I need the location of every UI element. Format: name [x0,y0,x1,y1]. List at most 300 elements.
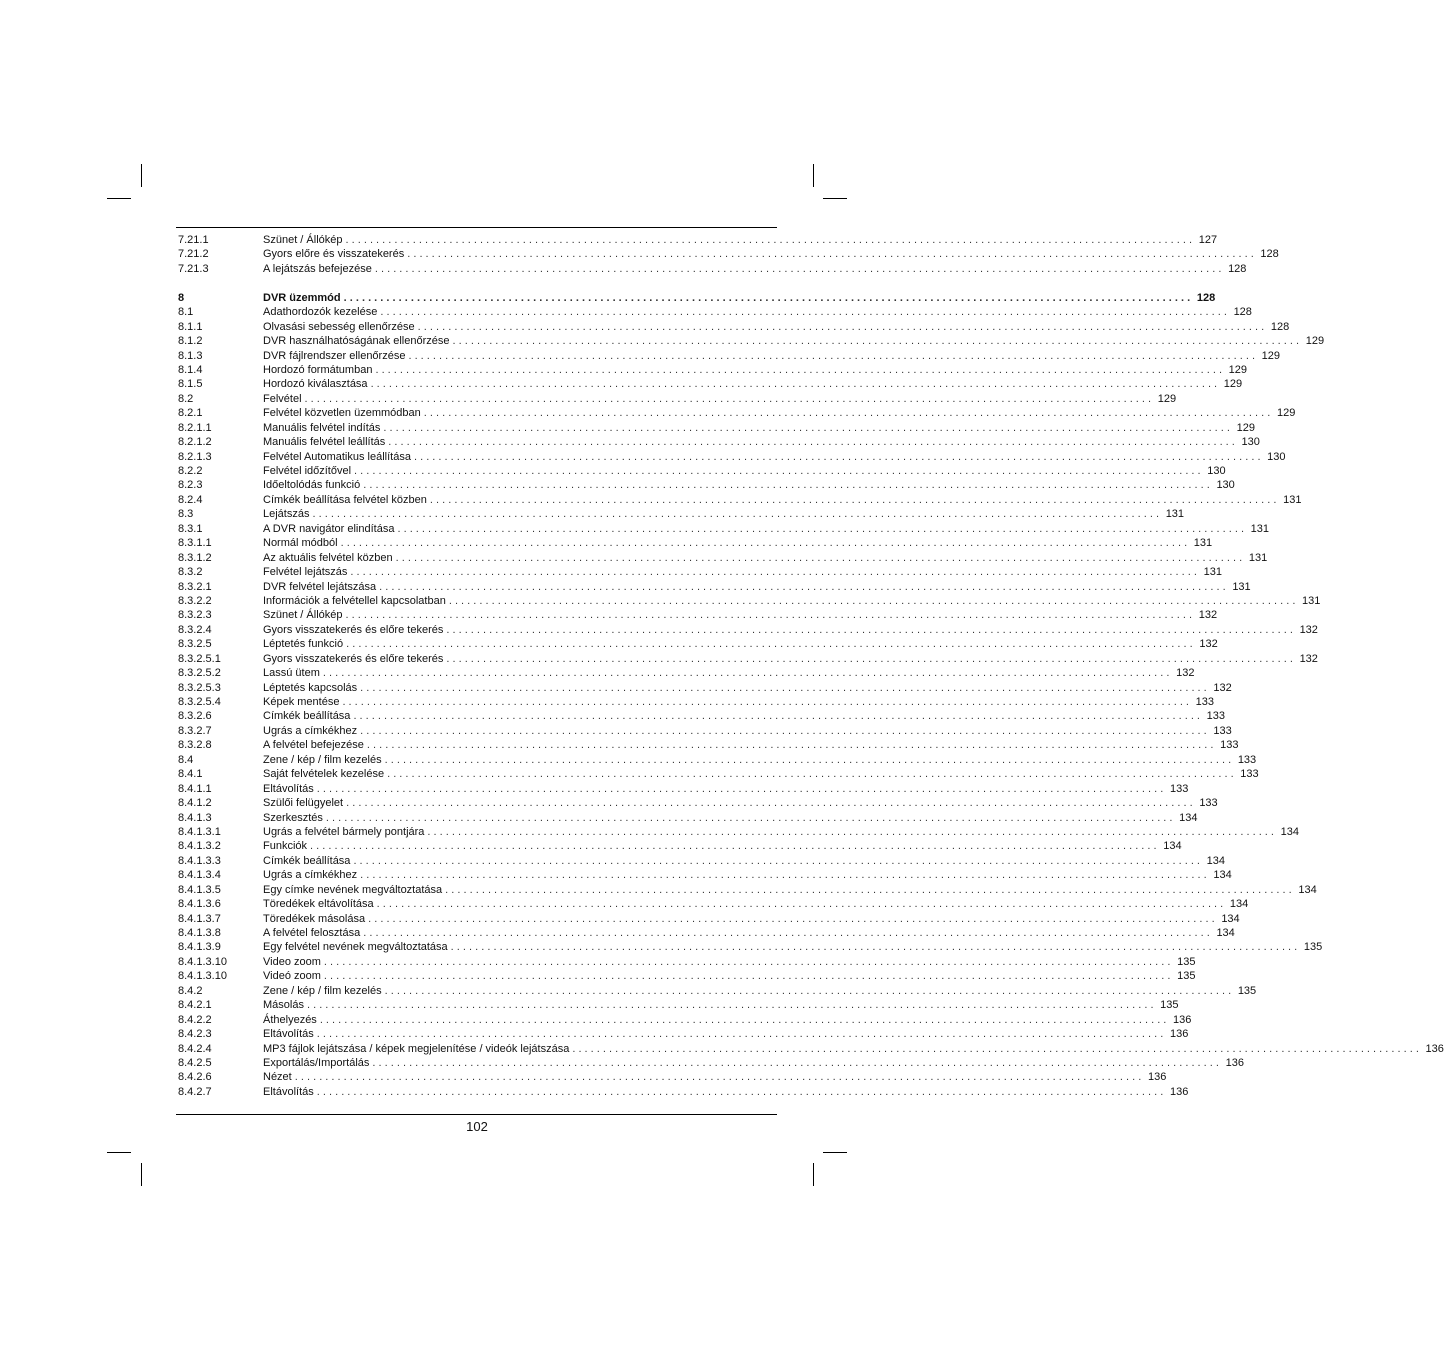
page-number: 102 [466,1119,488,1134]
toc-section-number: 8.2.1.1 [178,421,212,434]
crop-mark-bottom-right-vertical [813,1163,814,1186]
toc-entry[interactable] [178,637,1218,651]
toc-section-title: A lejátszás befejezése [263,262,372,275]
toc-page-number: 131 [1165,508,1185,521]
toc-section-number: 8.3.2.7 [178,724,212,737]
toc-page-number: 133 [1206,710,1225,723]
toc-section-title: DVR üzemmód [263,291,341,304]
toc-leader-dots [324,969,1171,983]
toc-section-title: Felvétel időzítővel [263,465,352,477]
toc-entry[interactable] [178,652,1318,666]
toc-entry[interactable] [178,926,1235,940]
toc-entry[interactable] [178,305,1252,319]
header-rule [176,227,777,228]
toc-section-title: Gyors visszatekerés és előre tekerés [263,652,444,665]
toc-leader-dots [572,1042,1419,1056]
toc-leader-dots [360,868,1207,882]
toc-page-number: 132 [1199,638,1218,651]
toc-entry[interactable] [178,421,1255,435]
toc-section-title: Adathordozók kezelése [263,306,378,319]
toc-page-number: 134 [1179,811,1198,824]
toc-page-number: 130 [1241,436,1260,449]
toc-section-number: 8.2.1 [178,407,203,420]
crop-mark-bottom-left-vertical [141,1163,142,1186]
toc-page-number: 131 [1250,522,1270,535]
toc-section-title: DVR felvétel lejátszása [263,580,377,593]
toc-section-title: Szerkesztés [263,811,323,824]
toc-entry[interactable] [178,522,1270,536]
toc-section-number: 7.21.2 [178,248,209,261]
toc-entry[interactable] [178,897,1249,911]
toc-page-number: 131 [1232,580,1251,593]
toc-section-number: 8.4.1.3.5 [178,883,221,896]
toc-section-number: 8.4.2.5 [178,1056,212,1069]
toc-entry[interactable] [178,435,1260,449]
toc-page-number: 133 [1240,768,1259,781]
toc-page-number: 131 [1203,566,1222,579]
toc-leader-dots [305,392,1152,406]
toc-page-number: 130 [1216,479,1235,492]
toc-entry[interactable] [178,738,1239,752]
toc-page-number: 129 [1228,363,1248,376]
toc-leader-dots [383,421,1230,435]
toc-section-title: Töredékek eltávolítása [263,898,374,911]
toc-section-title: Lejátszás [263,508,310,521]
toc-page-number: 134 [1229,898,1249,911]
toc-section-title: Léptetés kapcsolás [263,681,358,694]
toc-section-title: Címkék beállítása felvétel közben [263,493,427,506]
toc-entry[interactable] [178,1013,1192,1027]
toc-section-number: 8.1 [178,306,194,319]
toc-section-number: 8.4.1.3.1 [178,825,221,838]
toc-entry[interactable] [178,1042,1444,1056]
toc-leader-dots [350,565,1197,579]
crop-mark-top-left-vertical [141,164,142,187]
toc-section-title: Zene / kép / film kezelés [263,753,382,766]
toc-entry[interactable] [178,1027,1189,1041]
toc-section-title: Hordozó kiválasztása [263,378,368,391]
toc-leader-dots [360,681,1207,695]
toc-page-number: 128 [1233,306,1252,319]
toc-entry[interactable] [178,493,1302,507]
toc-page-number: 131 [1248,551,1268,564]
toc-section-number: 8.4.1.3.9 [178,941,221,954]
toc-section-title: A DVR navigátor elindítása [263,522,395,535]
table-of-contents [178,233,1444,1099]
toc-page-number: 136 [1147,1071,1167,1084]
toc-leader-dots [418,320,1265,334]
toc-section-title: Eltávolítás [263,1085,314,1098]
toc-entry[interactable] [178,580,1251,594]
toc-page-number: 133 [1220,739,1239,752]
toc-section-title: DVR használhatóságának ellenőrzése [263,335,450,348]
toc-page-number: 129 [1157,392,1177,405]
toc-section-number: 8.4 [178,753,194,766]
toc-section-number: 8.1.1 [178,320,203,333]
toc-section-title: Hordozó formátumban [263,363,373,376]
toc-section-number: 8.3.2.5.1 [178,652,221,665]
toc-section-number: 8.4.1.3.10 [178,970,227,983]
toc-page-number: 130 [1207,465,1226,477]
toc-leader-dots [446,652,1293,666]
toc-page-number: 129 [1261,349,1281,362]
toc-leader-dots [407,247,1254,261]
toc-page-number: 135 [1160,999,1179,1012]
toc-section-number: 8.4.2.7 [178,1085,212,1098]
toc-page-number: 129 [1236,421,1255,434]
toc-section-title: A felvétel befejezése [263,739,364,752]
toc-entry[interactable] [178,753,1257,767]
toc-leader-dots [385,984,1232,998]
toc-entry[interactable] [178,406,1296,420]
toc-page-number: 136 [1425,1042,1444,1055]
toc-leader-dots [379,580,1226,594]
toc-page-number: 127 [1198,234,1218,246]
toc-section-title: Az aktuális felvétel közben [263,551,393,564]
toc-leader-dots [320,1013,1167,1027]
toc-leader-dots [317,1085,1164,1099]
toc-section-title: Lassú ütem [263,667,320,680]
toc-entry[interactable] [178,1085,1189,1099]
toc-entry[interactable] [178,709,1225,723]
toc-section-title: Címkék beállítása [263,710,351,723]
toc-section-number: 8.3.1 [178,522,203,535]
toc-leader-dots [317,1027,1164,1041]
toc-section-number: 8.3.2.3 [178,609,212,622]
toc-section-number: 8.4.1.3.2 [178,840,221,853]
toc-page-number: 134 [1216,927,1235,939]
toc-entry[interactable] [178,782,1189,796]
toc-section-title: Eltávolítás [263,782,314,795]
toc-page-number: 136 [1225,1056,1244,1069]
toc-section-number: 8.4.1.3.6 [178,898,221,911]
toc-page-number: 134 [1206,854,1225,867]
toc-entry[interactable] [178,883,1317,897]
toc-leader-dots [372,1056,1219,1070]
toc-entry[interactable] [178,623,1318,637]
toc-entry[interactable] [178,450,1286,464]
toc-page-number: 129 [1305,335,1325,348]
toc-leader-dots [449,594,1296,608]
toc-section-title: Szünet / Állókép [263,609,343,622]
toc-section-title: Felvétel közvetlen üzemmódban [263,407,421,420]
toc-section-number: 7.21.3 [178,262,209,275]
toc-entry[interactable] [178,796,1218,810]
toc-section-title: Olvasási sebesség ellenőrzése [263,320,415,333]
toc-section-number: 8.3.2 [178,566,203,579]
toc-page-number: 136 [1173,1013,1192,1026]
toc-leader-dots [326,811,1173,825]
crop-mark-top-right-vertical [813,164,814,187]
toc-section-title: MP3 fájlok lejátszása / képek megjelenítése / videók lejátszása [263,1042,570,1055]
toc-entry[interactable] [178,955,1196,969]
toc-section-number: 8.3.2.6 [178,710,212,723]
toc-page-number: 132 [1299,623,1318,636]
toc-section-title: Normál módból [263,537,338,550]
toc-entry[interactable] [178,478,1235,492]
toc-leader-dots [363,478,1210,492]
toc-leader-dots [424,406,1271,420]
toc-page-number: 129 [1223,378,1243,391]
toc-section-number: 8.4.1.3.3 [178,854,221,867]
toc-page-number: 130 [1267,450,1286,463]
toc-section-number: 8.3.2.4 [178,623,212,636]
toc-leader-dots [397,522,1244,536]
toc-leader-dots [375,262,1222,276]
toc-leader-dots [368,912,1215,926]
toc-page-number: 128 [1196,291,1216,304]
toc-section-title: Információk a felvétellel kapcsolatban [263,594,446,607]
toc-page-number: 134 [1280,825,1299,838]
toc-section-number: 8.1.3 [178,349,203,362]
toc-section-title: Funkciók [263,840,308,853]
toc-spacer [178,276,775,290]
toc-leader-dots [341,536,1188,550]
footer-rule [176,1114,777,1115]
toc-page-number: 131 [1302,594,1321,607]
crop-mark-bottom-right-horizontal [823,1152,847,1153]
toc-entry[interactable] [178,320,1290,334]
toc-section-number: 8.3.2.5.2 [178,667,221,680]
toc-entry[interactable] [178,695,1214,709]
toc-leader-dots [342,695,1189,709]
toc-section-title: Exportálás/Importálás [263,1056,370,1069]
toc-entry[interactable] [178,1070,1167,1084]
toc-section-number: 8.2.4 [178,493,203,506]
toc-entry[interactable] [178,1056,1244,1070]
crop-mark-bottom-left-horizontal [107,1152,131,1153]
toc-section-number: 8.3.2.5.4 [178,696,221,708]
toc-section-number: 8 [178,291,185,304]
toc-entry[interactable] [178,854,1225,868]
toc-section-number: 8.3.2.1 [178,580,212,593]
toc-section-title: Léptetés funkció [263,638,344,651]
toc-leader-dots [408,349,1255,363]
toc-section-title: Képek mentése [263,696,340,708]
toc-leader-dots [380,305,1227,319]
toc-section-title: Felvétel Automatikus leállítása [263,450,411,463]
toc-section-number: 8.1.2 [178,335,203,348]
toc-section-title: Zene / kép / film kezelés [263,984,382,997]
toc-leader-dots [346,608,1193,622]
toc-page-number: 133 [1199,797,1218,810]
toc-section-title: Felvétel lejátszás [263,566,348,579]
toc-section-title: Másolás [263,999,304,1012]
toc-section-number: 8.4.1.3.4 [178,869,221,882]
toc-section-number: 8.4.1.3.10 [178,955,227,968]
toc-entry[interactable] [178,392,1177,406]
toc-page-number: 134 [1221,912,1240,925]
toc-leader-dots [375,363,1222,377]
toc-page-number: 136 [1169,1028,1189,1041]
toc-entry[interactable] [178,291,1216,305]
toc-section-title: Szünet / Állókép [263,234,343,246]
toc-leader-dots [346,637,1193,651]
toc-entry[interactable] [178,594,1321,608]
toc-section-number: 8.4.2.6 [178,1071,212,1084]
toc-entry[interactable] [178,608,1218,622]
toc-entry[interactable] [178,363,1248,377]
toc-section-number: 8.2.1.3 [178,450,212,463]
toc-entry[interactable] [178,377,1243,391]
toc-section-title: Áthelyezés [263,1013,317,1026]
toc-section-number: 8.2.2 [178,465,203,477]
toc-section-number: 8.4.2.1 [178,999,212,1012]
toc-section-title: Címkék beállítása [263,854,351,867]
toc-page-number: 136 [1169,1085,1189,1098]
toc-leader-dots [346,233,1193,247]
toc-leader-dots [385,753,1232,767]
toc-section-number: 8.4.2.2 [178,1013,212,1026]
toc-leader-dots [354,464,1201,478]
toc-section-number: 8.4.2 [178,984,203,997]
toc-section-title: Ugrás a felvétel bármely pontjára [263,825,425,838]
toc-leader-dots [367,738,1214,752]
toc-page-number: 133 [1169,782,1189,795]
toc-page-number: 132 [1176,667,1195,680]
toc-page-number: 128 [1260,248,1279,261]
toc-entry[interactable] [178,233,1218,247]
toc-leader-dots [451,940,1298,954]
toc-page-number: 128 [1228,262,1247,275]
toc-entry[interactable] [178,349,1281,363]
toc-section-number: 8.3.1.2 [178,551,212,564]
toc-leader-dots [324,955,1171,969]
toc-page-number: 134 [1298,883,1317,896]
crop-mark-top-right-horizontal [823,198,847,199]
toc-section-title: Egy címke nevének megváltoztatása [263,883,443,896]
toc-entry[interactable] [178,724,1232,738]
toc-section-number: 8.2.1.2 [178,436,212,449]
toc-entry[interactable] [178,969,1196,983]
toc-entry[interactable] [178,536,1213,550]
toc-entry[interactable] [178,681,1232,695]
toc-page-number: 135 [1303,941,1323,954]
toc-entry[interactable] [178,334,1325,348]
toc-section-number: 8.1.5 [178,378,203,391]
toc-section-number: 8.3.2.5.3 [178,681,221,694]
toc-leader-dots [446,623,1293,637]
toc-section-title: Egy felvétel nevének megváltoztatása [263,941,448,954]
toc-section-number: 8.4.1.3.8 [178,927,221,939]
toc-page-number: 134 [1213,869,1232,882]
toc-section-number: 8.3.2.8 [178,739,212,752]
toc-section-title: Szülői felügyelet [263,797,344,810]
toc-entry[interactable] [178,507,1185,521]
toc-page-number: 132 [1213,681,1232,694]
toc-entry[interactable] [178,247,1279,261]
toc-page-number: 131 [1193,537,1213,550]
toc-section-title: Időeltolódás funkció [263,479,361,492]
toc-section-title: Manuális felvétel leállítás [263,436,386,449]
toc-entry[interactable] [178,464,1226,478]
toc-entry[interactable] [178,551,1268,565]
toc-section-number: 7.21.1 [178,234,209,246]
toc-section-number: 8.4.1.3.7 [178,912,221,925]
toc-page-number: 135 [1177,955,1196,968]
toc-section-number: 8.3 [178,508,194,521]
toc-section-title: Gyors előre és visszatekerés [263,248,405,261]
toc-entry[interactable] [178,565,1222,579]
crop-mark-top-left-horizontal [107,198,131,199]
toc-page-number: 128 [1270,320,1290,333]
toc-leader-dots [360,724,1207,738]
toc-page-number: 133 [1213,724,1232,737]
toc-section-number: 8.4.1 [178,768,203,781]
toc-page-number: 133 [1195,696,1214,708]
toc-entry[interactable] [178,262,1247,276]
toc-section-title: DVR fájlrendszer ellenőrzése [263,349,406,362]
toc-leader-dots [430,493,1277,507]
toc-page-number: 134 [1163,840,1182,853]
toc-entry[interactable] [178,984,1257,998]
toc-page-number: 133 [1237,753,1257,766]
toc-leader-dots [346,796,1193,810]
toc-entry[interactable] [178,868,1232,882]
toc-page-number: 135 [1177,970,1196,983]
toc-leader-dots [353,709,1200,723]
toc-section-title: Gyors visszatekerés és előre tekerés [263,623,444,636]
toc-section-number: 8.2 [178,392,194,405]
toc-entry[interactable] [178,839,1182,853]
toc-section-title: Töredékek másolása [263,912,366,925]
toc-section-number: 8.2.3 [178,479,203,492]
toc-section-number: 8.4.2.4 [178,1042,212,1055]
toc-entry[interactable] [178,998,1179,1012]
toc-leader-dots [307,998,1154,1012]
toc-entry[interactable] [178,912,1240,926]
toc-page-number: 132 [1299,652,1318,665]
toc-entry[interactable] [178,940,1323,954]
toc-leader-dots [427,825,1274,839]
toc-entry[interactable] [178,767,1259,781]
toc-page-number: 135 [1237,984,1257,997]
toc-section-number: 8.4.1.1 [178,782,212,795]
toc-section-title: Ugrás a címkékhez [263,869,358,882]
toc-entry[interactable] [178,811,1198,825]
toc-leader-dots [371,377,1218,391]
toc-entry[interactable] [178,825,1299,839]
toc-leader-dots [323,666,1170,680]
toc-leader-dots [310,839,1157,853]
toc-section-title: Manuális felvétel indítás [263,421,381,434]
toc-leader-dots [453,334,1300,348]
toc-section-number: 8.1.4 [178,363,203,376]
toc-leader-dots [445,883,1292,897]
toc-leader-dots [377,897,1224,911]
toc-section-number: 8.3.2.5 [178,638,212,651]
toc-leader-dots [312,507,1159,521]
toc-leader-dots [344,291,1191,305]
toc-section-title: Videó zoom [263,970,321,983]
toc-entry[interactable] [178,666,1195,680]
toc-section-number: 8.4.1.2 [178,797,212,810]
toc-page-number: 131 [1283,493,1302,506]
toc-leader-dots [353,854,1200,868]
toc-leader-dots [317,782,1164,796]
toc-section-title: Saját felvételek kezelése [263,768,385,781]
toc-page-number: 129 [1276,407,1296,420]
toc-section-title: Nézet [263,1071,292,1084]
toc-leader-dots [414,450,1261,464]
toc-page-number: 132 [1198,609,1218,622]
toc-leader-dots [387,767,1234,781]
toc-leader-dots [295,1070,1142,1084]
toc-section-number: 8.3.1.1 [178,537,212,550]
toc-section-title: Video zoom [263,955,321,968]
toc-section-title: A felvétel felosztása [263,927,361,939]
toc-leader-dots [396,551,1243,565]
